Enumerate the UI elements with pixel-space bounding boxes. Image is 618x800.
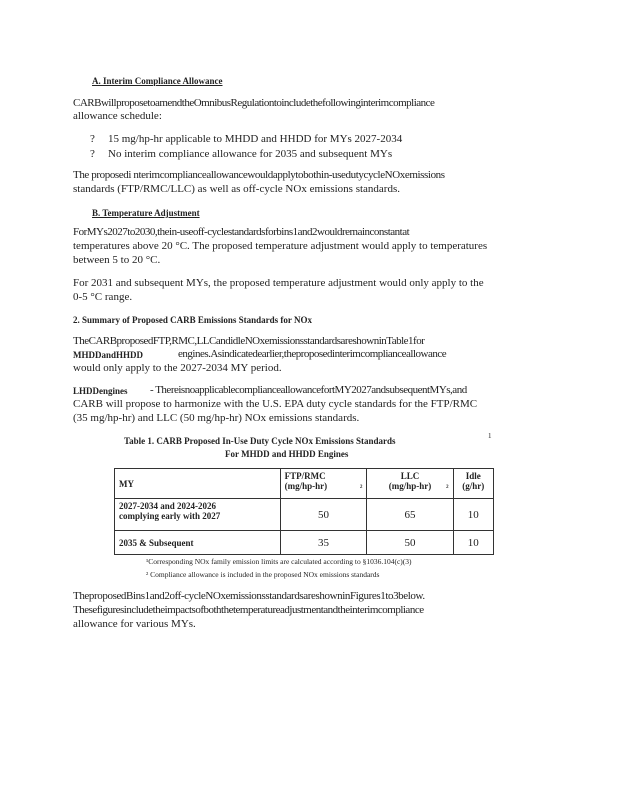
row-2-my: 2035 & Subsequent <box>115 531 281 555</box>
emissions-standards-table <box>114 468 494 555</box>
lhdd-text: - ThereisnoapplicablecomplianceallowancefortMY2027andsubsequentMYs,and <box>150 384 467 396</box>
table-caption-line-1: Table 1. CARB Proposed In-Use Duty Cycle NOx Emissions Standards <box>124 436 396 446</box>
lhdd-label: LHDDengines <box>73 386 128 396</box>
section-b-para-line-2: temperatures above 20 °C. The proposed temperature adjustment would apply to temperatures <box>73 240 488 252</box>
section-2-para-line-3: would only apply to the 2027-2034 MY period. <box>73 362 282 374</box>
table-caption-line-2: For MHDD and HHDD Engines <box>225 449 349 459</box>
section-b-para-line-5: 0-5 °C range. <box>73 291 133 303</box>
section-b-para-line-3: between 5 to 20 °C. <box>73 254 161 266</box>
section-2-heading: 2. Summary of Proposed CARB Emissions Standards for NOx <box>73 315 312 325</box>
row-1-my-line-2: complying early with 2027 <box>119 511 221 521</box>
header-idle-label: Idle <box>465 471 481 481</box>
header-ftp <box>280 469 367 499</box>
closing-line-1: TheproposedBins1and2off-cycleNOxemissionsstandardsareshowninFigures1to3below. <box>73 590 425 602</box>
section-2-para-line-2a: MHDDandHHDD <box>73 350 144 360</box>
table-row <box>115 531 494 555</box>
header-my <box>115 469 281 499</box>
row-1-ftp: 50 <box>280 499 367 531</box>
header-ftp-label: FTP/RMC <box>284 471 326 481</box>
closing-line-3: allowance for various MYs. <box>73 618 196 630</box>
row-1-llc: 65 <box>367 499 453 531</box>
row-2-ftp: 35 <box>280 531 367 555</box>
section-a-intro-line-2: allowance schedule: <box>73 110 162 122</box>
section-a-para-line-2: standards (FTP/RMC/LLC) as well as off-cycle NOx emissions standards. <box>73 183 401 195</box>
section-b-para-line-4: For 2031 and subsequent MYs, the proposed temperature adjustment would only apply to the <box>73 277 484 289</box>
section-a-heading: A. Interim Compliance Allowance <box>92 76 223 86</box>
section-b-para-line-1: ForMYs2027to2030,thein-useoff-cyclestandardsforbins1and2wouldremainconstantat <box>73 226 410 238</box>
header-llc-footnote-mark: ² <box>446 483 449 492</box>
bullet-marker: ? <box>90 133 95 145</box>
row-1-my-line-1: 2027-2034 and 2024-2026 <box>119 501 217 511</box>
table-footnote-2: ² Compliance allowance is included in the proposed NOx emissions standards <box>146 570 380 579</box>
section-2-para-line-1: TheCARBproposedFTP,RMC,LLCandidleNOxemissionsstandardsareshowninTable1for <box>73 335 425 347</box>
table-footnote-1: ¹Corresponding NOx family emission limits are calculated according to §1036.104(c)(3) <box>146 557 412 566</box>
section-a-intro-line-1: CARBwillproposetoamendtheOmnibusRegulationtoincludethefollowinginterimcompliance <box>73 97 435 109</box>
section-a-para-line-1: The proposedi nterimcomplianceallowancewouldapplytobothin-usedutycycleNOxemissions <box>73 169 445 181</box>
table-header-row <box>115 469 494 499</box>
row-2-llc: 50 <box>367 531 453 555</box>
section-2-para-line-6: (35 mg/hp-hr) and LLC (50 mg/hp-hr) NOx emissions standards. <box>73 412 360 424</box>
header-idle-unit: (g/hr) <box>462 481 485 491</box>
header-ftp-unit: (mg/hp-hr) <box>284 481 328 491</box>
section-2-para-line-2b: engines.Asindicatedearlier,theproposedinterimcomplianceallowance <box>178 348 447 360</box>
table-caption-superscript: 1 <box>488 432 492 440</box>
bullet-marker: ? <box>90 148 95 160</box>
header-llc-label: LLC <box>400 471 420 481</box>
table-row <box>115 499 494 531</box>
header-my-label: MY <box>119 478 134 489</box>
header-ftp-footnote-mark: ² <box>359 483 363 492</box>
row-1-idle: 10 <box>453 499 493 531</box>
row-2-idle: 10 <box>453 531 493 555</box>
closing-line-2: Thesefiguresincludetheimpactsofboththetemperatureadjustmentandtheinterimcompliance <box>73 604 424 616</box>
header-idle <box>453 469 493 499</box>
row-1-my <box>115 499 281 531</box>
section-b-heading: B. Temperature Adjustment <box>92 208 200 218</box>
bullet-item-1: 15 mg/hp-hr applicable to MHDD and HHDD for MYs 2027-2034 <box>108 133 403 145</box>
section-2-para-line-5: CARB will propose to harmonize with the U.S. EPA duty cycle standards for the FTP/RMC <box>73 398 478 410</box>
header-llc <box>367 469 453 499</box>
header-llc-unit: (mg/hp-hr) <box>388 481 432 491</box>
bullet-item-2: No interim compliance allowance for 2035 and subsequent MYs <box>108 148 393 160</box>
